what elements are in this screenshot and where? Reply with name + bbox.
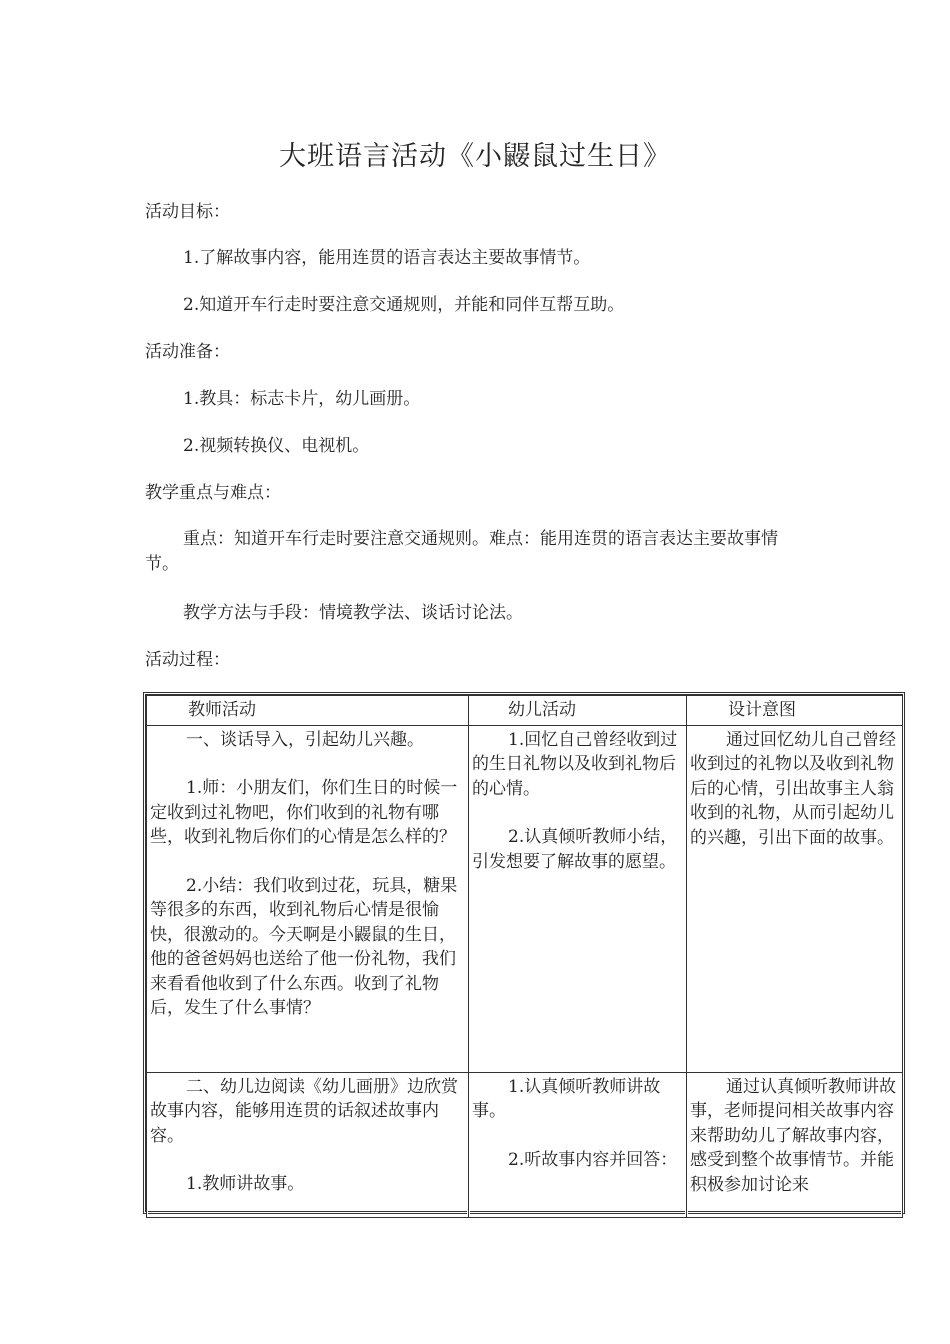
child-text: 1.认真倾听教师讲故事。 xyxy=(472,1076,661,1121)
table-row xyxy=(147,725,903,1072)
prep-item-2: 2.视频转换仪、电视机。 xyxy=(183,436,370,456)
prep-heading: 活动准备： xyxy=(145,342,230,362)
child-text: 1.回忆自己曾经收到过的生日礼物以及收到礼物后的心情。 xyxy=(472,729,678,799)
child-activity-cell xyxy=(469,1072,687,1217)
prep-item-1: 1.教具：标志卡片，幼儿画册。 xyxy=(183,389,421,409)
document-title: 大班语言活动《小鼹鼠过生日》 xyxy=(279,141,671,172)
teacher-text: 2.小结：我们收到过花，玩具，糖果等很多的东西，收到礼物后心情是很愉快，很激动的。今天啊是小鼹鼠的生日，他的爸爸妈妈也送给了他一份礼物，我们来看看他收到了什么东西。收到了礼物后，发生了什么事情？ xyxy=(150,875,458,1018)
goal-item-1: 1.了解故事内容，能用连贯的语言表达主要故事情节。 xyxy=(183,248,591,268)
design-intent-cell xyxy=(687,725,903,1072)
keypoints-heading: 教学重点与难点： xyxy=(145,483,281,503)
process-heading: 活动过程： xyxy=(145,650,230,670)
methods-text: 教学方法与手段：情境教学法、谈话讨论法。 xyxy=(183,603,523,623)
child-activity-cell xyxy=(469,725,687,1072)
intent-text: 通过认真倾听教师讲故事，老师提问相关故事内容来帮助幼儿了解故事内容，感受到整个故事情节。并能积极参加讨论来 xyxy=(690,1076,896,1195)
teacher-text: 1.师：小朋友们，你们生日的时候一定收到过礼物吧，你们收到的礼物有哪些，收到礼物后你们的心情是怎么样的？ xyxy=(150,778,458,847)
design-intent-cell xyxy=(687,1072,903,1217)
teacher-text: 一、谈话导入，引起幼儿兴趣。 xyxy=(186,729,424,750)
goals-heading: 活动目标： xyxy=(145,202,230,222)
teacher-activity-cell xyxy=(147,725,469,1072)
header-child-activity: 幼儿活动 xyxy=(469,696,687,726)
teacher-text: 二、幼儿边阅读《幼儿画册》边欣赏故事内容，能够用连贯的话叙述故事内容。 xyxy=(150,1076,458,1146)
goal-item-2: 2.知道开车行走时要注意交通规则，并能和同伴互帮互助。 xyxy=(183,295,625,315)
table-row xyxy=(147,1072,903,1217)
activity-process-table xyxy=(143,692,905,1214)
child-text: 2.听故事内容并回答： xyxy=(508,1149,678,1170)
teacher-text: 1.教师讲故事。 xyxy=(186,1174,305,1194)
intent-text: 通过回忆幼儿自己曾经收到过的礼物以及收到礼物后的心情，引出故事主人翁收到的礼物，从而引起幼儿的兴趣，引出下面的故事。 xyxy=(690,729,896,848)
teacher-activity-cell xyxy=(147,1072,469,1217)
keypoints-text: 重点：知道开车行走时要注意交通规则。难点：能用连贯的语言表达主要故事情节。 xyxy=(145,529,778,574)
header-teacher-activity: 教师活动 xyxy=(147,696,469,726)
child-text: 2.认真倾听教师小结，引发想要了解故事的愿望。 xyxy=(472,827,678,872)
header-design-intent: 设计意图 xyxy=(687,696,903,726)
